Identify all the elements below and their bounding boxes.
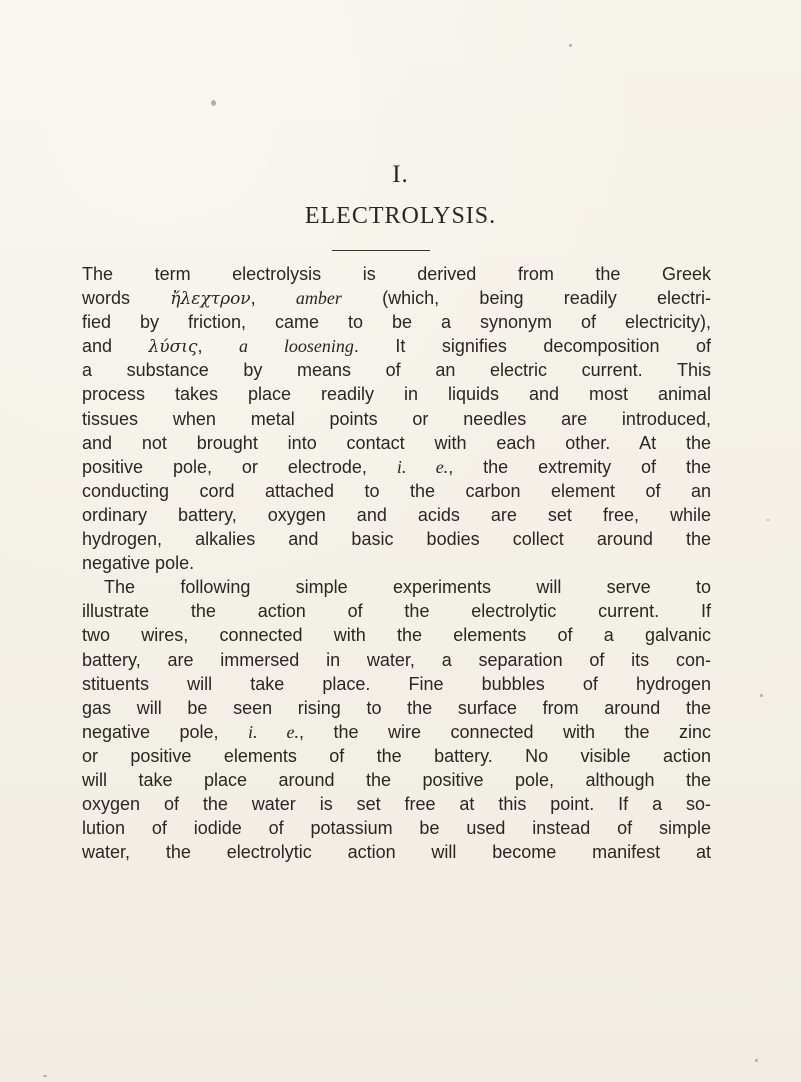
text-segment: hydrogen, alkalies and basic bodies collect around the [82,529,711,550]
text-segment: and not brought into contact with each other. At the [82,432,711,453]
text-line [82,720,711,744]
text-segment: tissues when metal points or needles are introduced, [82,408,711,429]
paper-speck [43,1075,47,1077]
greek-word: λύσις [148,337,198,358]
text-line [82,744,711,768]
text-segment: water, the electrolytic action will become manifest at [82,842,711,863]
text-segment: conducting cord attached to the carbon element of an [82,480,711,501]
text-line [82,792,711,816]
text-segment: will take place around the positive pole, although the [82,769,711,790]
text-line [82,840,711,864]
text-segment: , the wire connected with the zinc [299,721,711,742]
text-line [82,503,711,527]
title-rule [332,250,430,251]
text-segment: , [250,288,296,309]
paper-speck [760,694,763,697]
text-segment: ordinary battery, oxygen and acids are set free, while [82,504,711,525]
greek-word: ἤλεχτρον [170,289,251,310]
text-segment: a substance by means of an electric current. This [82,360,711,381]
text-line [82,431,711,455]
text-line [82,310,711,334]
text-segment: oxygen of the water is set free at this point. If a so- [82,794,711,815]
text-segment: words [82,288,171,309]
text-segment: and [82,336,149,357]
text-line [82,334,711,358]
text-segment: stituents will take place. Fine bubbles of hydrogen [82,673,711,694]
paper-speck [211,100,216,106]
text-segment: negative pole. [82,553,195,574]
text-line [82,358,711,382]
paper-speck [767,519,769,521]
text-segment: two wires, connected with the elements of a galvanic [82,625,711,646]
text-segment: The following simple experiments will serve to [104,577,711,598]
text-segment: . It signifies decomposition of [353,336,711,357]
text-line [82,455,711,479]
text-line [82,479,711,503]
text-segment: battery, are immersed in water, a separation of its con- [82,649,711,670]
text-segment: process takes place readily in liquids and most animal [82,384,711,405]
italic-text: i. e. [248,721,300,742]
text-line [82,286,711,310]
text-segment: or positive elements of the battery. No visible action [82,745,711,766]
text-line [82,382,711,406]
text-segment: negative pole, [82,721,249,742]
chapter-title: ELECTROLYSIS. [304,203,497,229]
text-line [82,672,711,696]
text-line [82,551,711,575]
text-segment: The term electrolysis is derived from the Greek [82,264,711,284]
text-line [82,768,711,792]
text-line [82,407,711,431]
italic-text: i. e. [396,456,449,477]
text-line [82,816,711,840]
body-text [82,262,711,864]
text-line [82,623,711,647]
text-segment: , the extremity of the [448,456,711,477]
paper-speck [569,44,572,47]
text-line [82,527,711,551]
italic-text: a loosening [238,336,354,357]
text-segment: (which, being readily electri- [341,288,712,309]
text-line [82,648,711,672]
italic-text: amber [295,288,342,309]
chapter-number: I. [392,161,409,188]
text-segment: illustrate the action of the electrolytic current. If [82,601,711,622]
text-line [82,696,711,720]
text-line [82,599,711,623]
paper-speck [755,1059,758,1062]
text-segment: fied by friction, came to be a synonym of electricity), [82,312,711,333]
text-segment: lution of iodide of potassium be used instead of simple [82,818,711,839]
text-segment: gas will be seen rising to the surface from around the [82,697,711,718]
text-line [82,262,711,286]
text-segment: positive pole, or electrode, [82,456,397,477]
text-line [82,575,711,599]
text-segment: , [197,336,239,357]
